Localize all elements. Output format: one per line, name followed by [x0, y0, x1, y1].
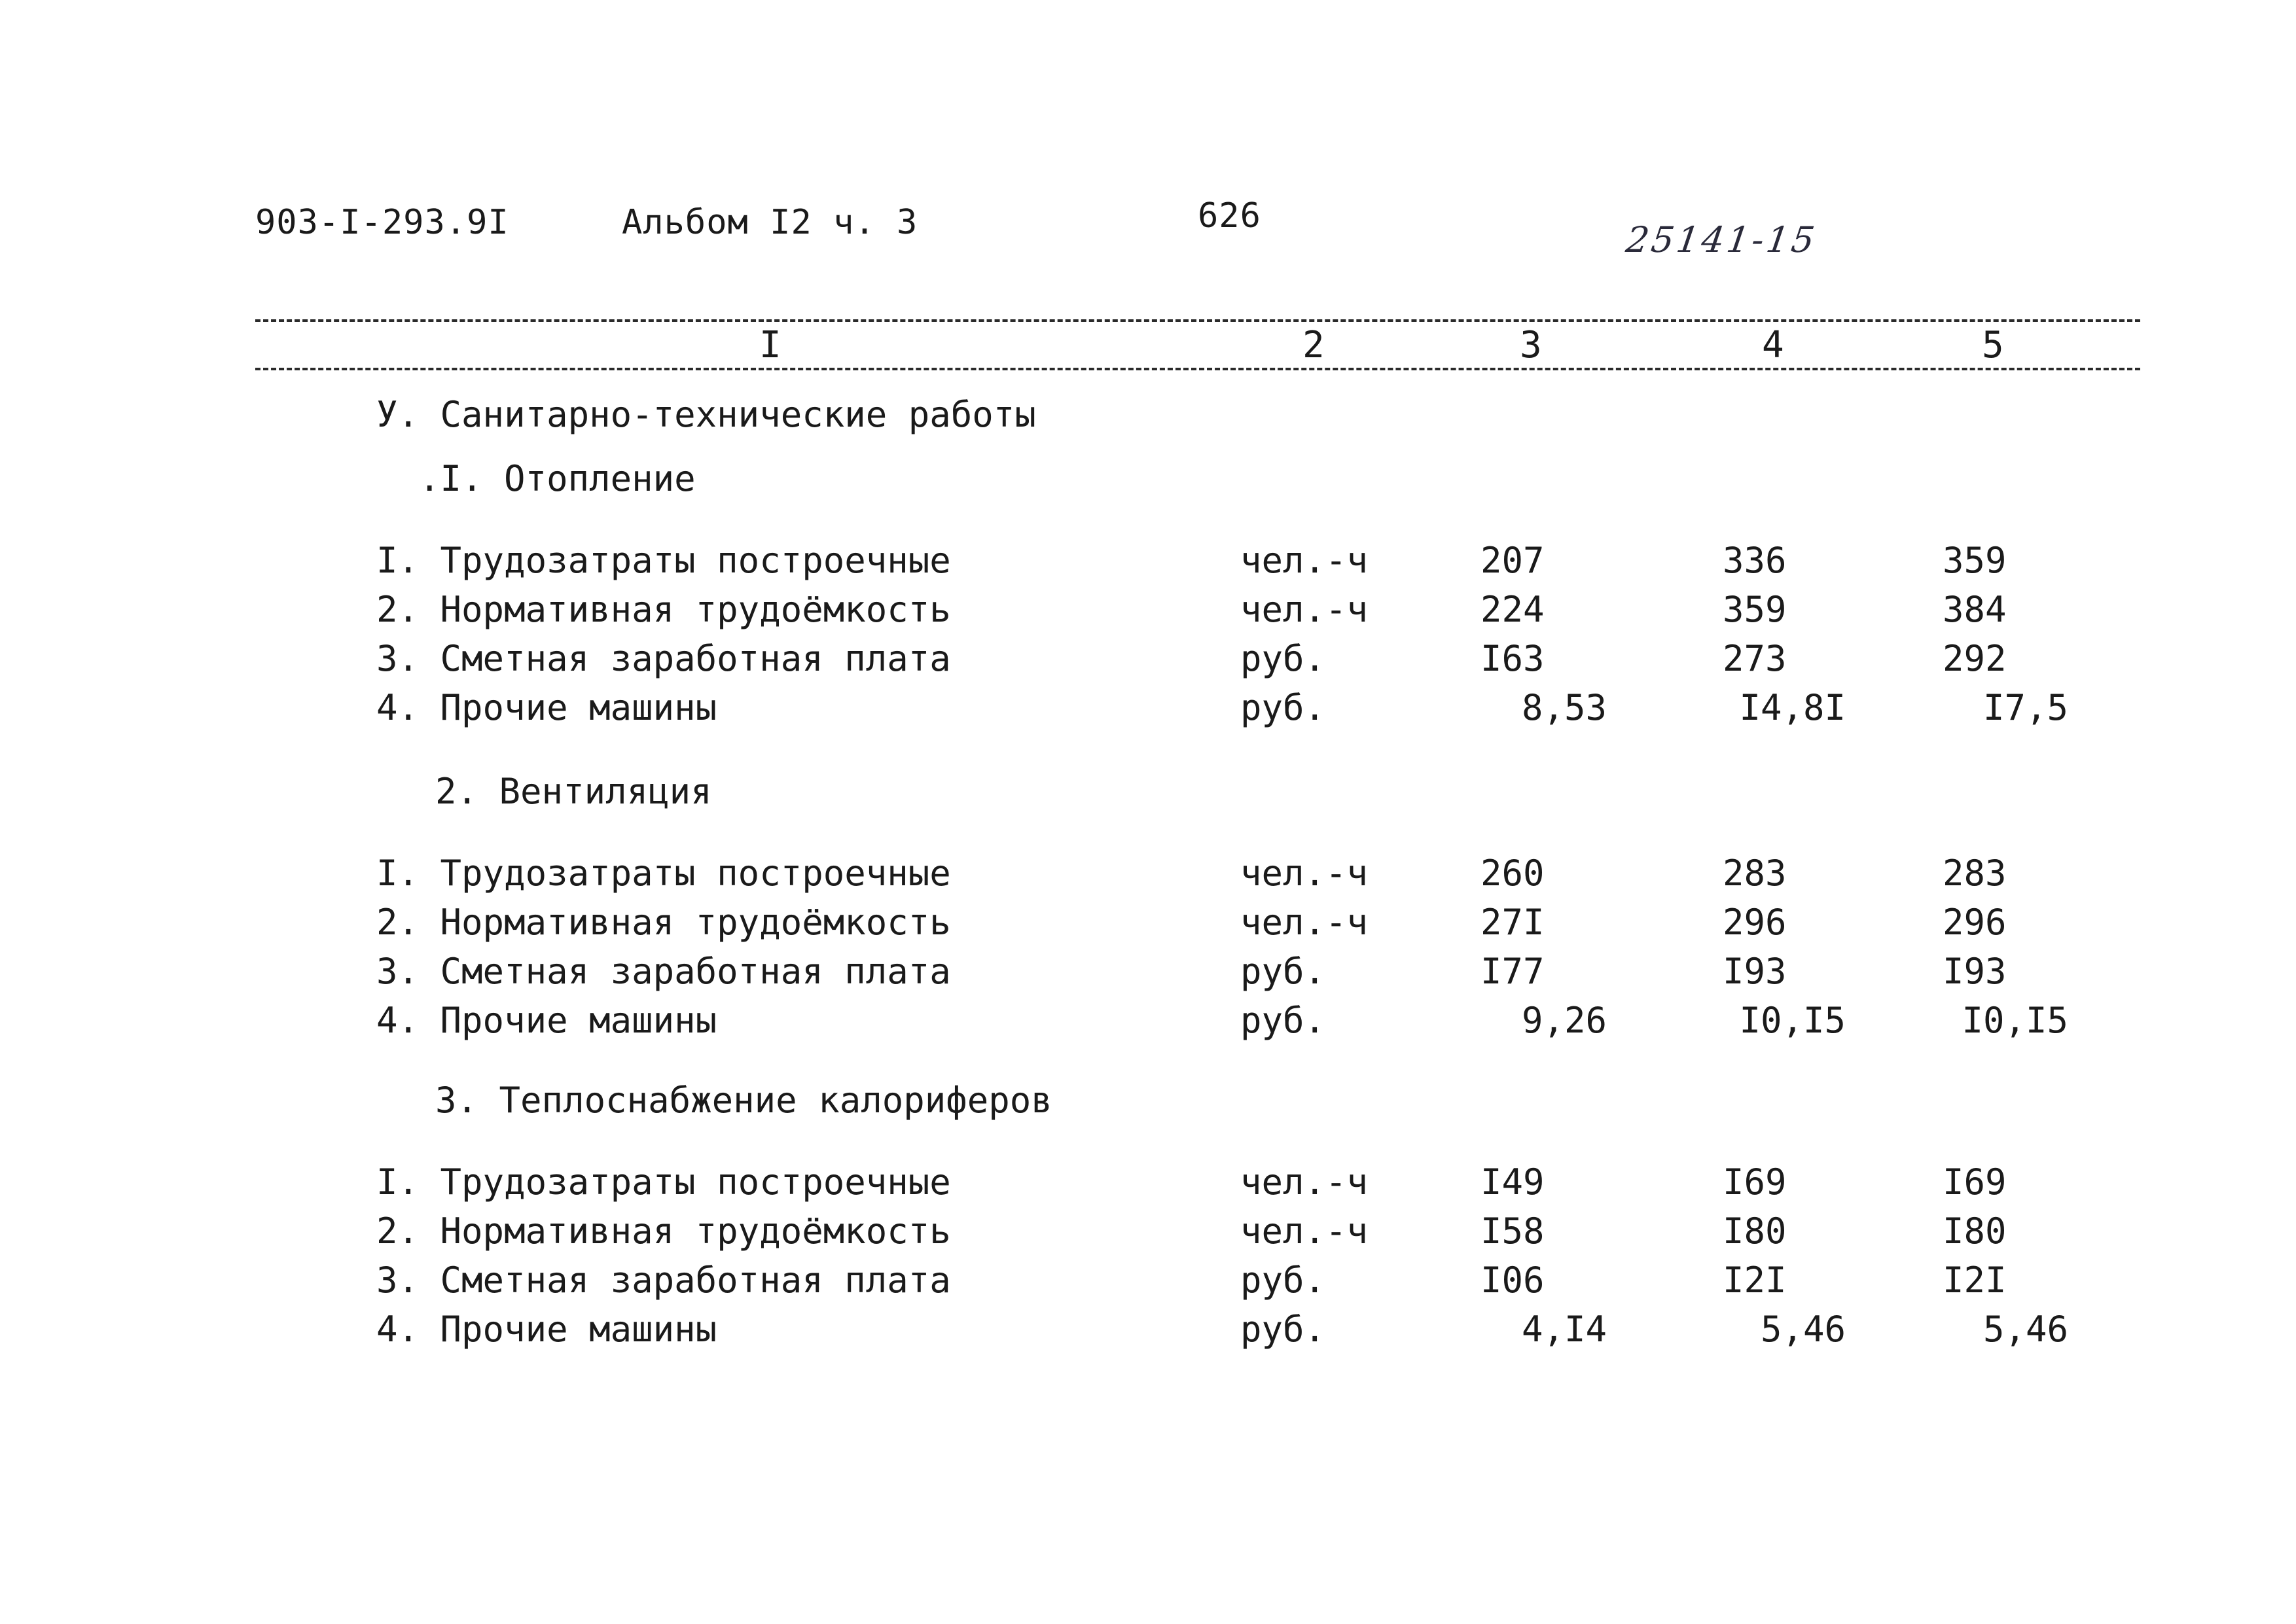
row-label: 4. Прочие машины [376, 687, 717, 728]
row-label: 2. Нормативная трудоёмкость [376, 589, 951, 630]
row-value-col4: 359 [1723, 589, 1787, 630]
row-unit: руб. [1240, 687, 1326, 728]
row-value-col4: I2I [1723, 1260, 1787, 1301]
subsection-title: .I. Отопление [419, 458, 696, 499]
row-value-col4: I4,8I [1739, 687, 1846, 728]
row-value-col5: 292 [1943, 638, 2007, 679]
row-value-col4: I80 [1723, 1210, 1787, 1252]
row-unit: чел.-ч [1240, 853, 1369, 894]
row-value-col4: 5,46 [1760, 1309, 1846, 1350]
handwritten-reference: 25141-15 [1623, 219, 1820, 260]
row-label: 2. Нормативная трудоёмкость [376, 902, 951, 943]
row-value-col4: 336 [1723, 540, 1787, 581]
row-label: 3. Сметная заработная плата [376, 638, 951, 679]
row-unit: руб. [1240, 951, 1326, 992]
row-value-col4: I69 [1723, 1161, 1787, 1203]
row-unit: руб. [1240, 1260, 1326, 1301]
row-value-col3: I06 [1480, 1260, 1545, 1301]
column-number-5: 5 [1982, 324, 2004, 366]
row-value-col5: 283 [1943, 853, 2007, 894]
column-number-1: I [759, 324, 781, 366]
column-number-3: 3 [1520, 324, 1542, 366]
row-value-col5: 359 [1943, 540, 2007, 581]
row-value-col5: I69 [1943, 1161, 2007, 1203]
row-unit: чел.-ч [1240, 902, 1369, 943]
row-value-col5: I7,5 [1982, 687, 2068, 728]
row-value-col3: I58 [1480, 1210, 1545, 1252]
row-value-col5: 5,46 [1982, 1309, 2068, 1350]
document-code: 903-I-293.9I [255, 203, 509, 242]
row-value-col3: 9,26 [1521, 1000, 1607, 1041]
column-number-2: 2 [1302, 324, 1325, 366]
page-number: 626 [1198, 196, 1261, 236]
subsection-title: 2. Вентиляция [435, 771, 712, 812]
row-value-col5: 384 [1943, 589, 2007, 630]
subsection-title: 3. Теплоснабжение калориферов [435, 1080, 1052, 1121]
row-value-col4: I0,I5 [1739, 1000, 1846, 1041]
album-label: Альбом I2 ч. 3 [622, 203, 918, 242]
header-rule-top [255, 319, 2140, 322]
row-value-col3: 4,I4 [1521, 1309, 1607, 1350]
row-label: 3. Сметная заработная плата [376, 1260, 951, 1301]
row-value-col5: I80 [1943, 1210, 2007, 1252]
row-unit: руб. [1240, 638, 1326, 679]
row-label: I. Трудозатраты построечные [376, 1161, 951, 1203]
row-value-col3: 8,53 [1521, 687, 1607, 728]
row-value-col3: 260 [1480, 853, 1545, 894]
row-value-col4: 296 [1723, 902, 1787, 943]
row-value-col3: 27I [1480, 902, 1545, 943]
row-label: 4. Прочие машины [376, 1309, 717, 1350]
row-value-col4: 283 [1723, 853, 1787, 894]
row-label: 2. Нормативная трудоёмкость [376, 1210, 951, 1252]
row-unit: чел.-ч [1240, 540, 1369, 581]
row-value-col5: I2I [1943, 1260, 2007, 1301]
row-value-col3: I77 [1480, 951, 1545, 992]
row-unit: чел.-ч [1240, 1210, 1369, 1252]
row-value-col5: 296 [1943, 902, 2007, 943]
row-value-col5: I93 [1943, 951, 2007, 992]
row-value-col3: I63 [1480, 638, 1545, 679]
row-unit: руб. [1240, 1309, 1326, 1350]
row-label: I. Трудозатраты построечные [376, 540, 951, 581]
row-unit: чел.-ч [1240, 1161, 1369, 1203]
row-unit: чел.-ч [1240, 589, 1369, 630]
row-label: 4. Прочие машины [376, 1000, 717, 1041]
row-value-col5: I0,I5 [1962, 1000, 2068, 1041]
section-title: У. Санитарно-технические работы [376, 394, 1036, 435]
column-number-4: 4 [1762, 324, 1784, 366]
row-label: 3. Сметная заработная плата [376, 951, 951, 992]
row-value-col3: I49 [1480, 1161, 1545, 1203]
header-rule-bottom [255, 368, 2140, 370]
row-unit: руб. [1240, 1000, 1326, 1041]
row-label: I. Трудозатраты построечные [376, 853, 951, 894]
row-value-col3: 207 [1480, 540, 1545, 581]
row-value-col4: I93 [1723, 951, 1787, 992]
row-value-col3: 224 [1480, 589, 1545, 630]
row-value-col4: 273 [1723, 638, 1787, 679]
